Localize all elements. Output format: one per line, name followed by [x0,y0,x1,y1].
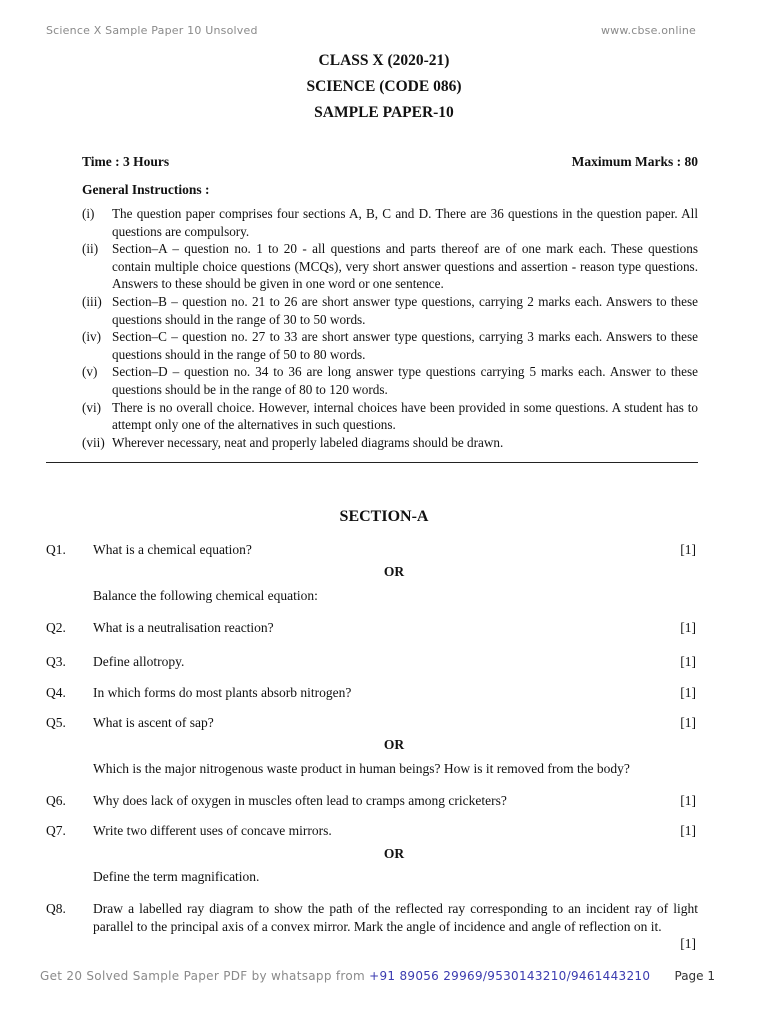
paper-title: SAMPLE PAPER-10 [314,104,454,121]
question-text: In which forms do most plants absorb nitrogen? [93,685,352,700]
instruction-item [82,399,698,434]
page-number: Page 1 [674,969,715,983]
question-text: Define allotropy. [93,654,185,669]
question-number: Q7. [46,823,66,838]
subject-title: SCIENCE (CODE 086) [306,78,462,95]
running-header-website: www.cbse.online [600,24,696,37]
instruction-number: (vi) [82,399,102,415]
question-2 [46,619,698,637]
instruction-text: Section–C – question no. 27 to 33 are short answer type questions, carrying 3 marks each. Answers to these questions should in the range of 50 to 80 words. [112,329,698,362]
instruction-item [82,363,698,398]
question-5 [46,714,698,732]
instruction-item [82,205,698,240]
instruction-text: Section–A – question no. 1 to 20 - all questions and parts thereof are of one mark each. These questions contain multiple choice questions (MCQs), very short answer questions and assertion - reason type questions. Answers to these should be given in one word or one sentence. [112,241,698,292]
question-8 [46,900,698,952]
question-marks: [1] [680,715,696,730]
question-marks: [1] [680,685,696,700]
instructions-list [82,205,698,451]
instruction-text: The question paper comprises four sections A, B, C and D. There are 36 questions in the question paper. All questions are compulsory. [112,206,698,239]
instruction-number: (v) [82,364,98,380]
question-4 [46,684,698,702]
question-marks: [1] [680,620,696,635]
question-marks: [1] [680,823,696,838]
instructions-heading: General Instructions : [82,182,210,197]
page-footer [40,969,715,984]
section-a-heading: SECTION-A [339,508,429,525]
question-text: What is ascent of sap? [93,715,214,730]
question-number: Q5. [46,715,66,730]
instruction-item [82,293,698,328]
instruction-number: (iii) [82,293,102,309]
question-number: Q8. [46,901,66,916]
alternative-question: Which is the major nitrogenous waste product in human beings? How is it removed from the body? [93,761,630,776]
or-separator: OR [383,737,405,752]
class-title: CLASS X (2020-21) [318,52,450,69]
or-separator: OR [383,564,405,579]
time-allowed: Time : 3 Hours [82,154,170,169]
instruction-item [82,240,698,293]
question-text: What is a chemical equation? [93,542,252,557]
instruction-number: (vii) [82,434,105,450]
question-marks: [1] [680,654,696,669]
question-marks: [1] [680,936,696,952]
question-text: What is a neutralisation reaction? [93,620,274,635]
instruction-number: (i) [82,206,95,221]
maximum-marks: Maximum Marks : 80 [571,154,698,169]
section-divider [46,462,698,463]
running-header-title: Science X Sample Paper 10 Unsolved [46,24,258,37]
instruction-text: Section–D – question no. 34 to 36 are long answer type questions carrying 5 marks each. Answer to these questions should be in the range of 80 to 120 words. [112,364,698,397]
question-text: Write two different uses of concave mirrors. [93,823,332,838]
alternative-question: Balance the following chemical equation: [93,588,318,603]
question-3 [46,653,698,671]
instruction-text: Wherever necessary, neat and properly labeled diagrams should be drawn. [112,434,504,450]
or-separator: OR [383,846,405,861]
instruction-number: (iv) [82,329,102,345]
question-number: Q3. [46,654,66,669]
instruction-number: (ii) [82,241,99,257]
question-marks: [1] [680,793,696,808]
question-1 [46,541,698,559]
instruction-item [82,434,698,452]
question-marks: [1] [680,542,696,557]
question-number: Q4. [46,685,66,700]
instruction-text: There is no overall choice. However, internal choices have been provided in some questions. A student has to attempt only one of the alternatives in such questions. [112,399,698,433]
alternative-question: Define the term magnification. [93,869,260,884]
question-number: Q1. [46,542,66,557]
footer-promo-text: Get 20 Solved Sample Paper PDF by whatsapp from [40,969,370,983]
question-6 [46,792,698,810]
question-number: Q6. [46,793,66,808]
question-number: Q2. [46,620,66,635]
question-text: Draw a labelled ray diagram to show the path of the reflected ray corresponding to an incident ray of light parallel to the principal axis of a convex mirror. Mark the angle of incidence and angle of reflection on it. [93,901,698,934]
instruction-text: Section–B – question no. 21 to 26 are short answer type questions, carrying 2 marks each. Answers to these questions should in the range of 30 to 50 words. [112,293,698,327]
footer-phone-numbers: +91 89056 29969/9530143210/9461443210 [369,969,651,983]
question-text: Why does lack of oxygen in muscles often lead to cramps among cricketers? [93,793,507,808]
instruction-item [82,328,698,363]
question-7 [46,822,698,840]
